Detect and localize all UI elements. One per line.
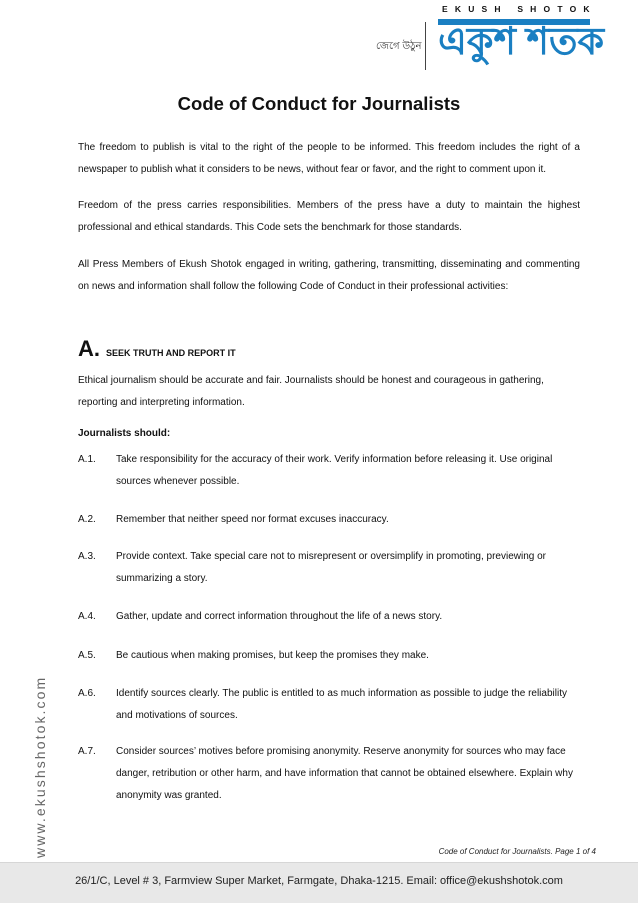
header — [0, 0, 638, 80]
item-number: A.1. — [78, 454, 96, 465]
list-item — [78, 645, 580, 667]
list-item — [78, 606, 580, 628]
list-item — [78, 741, 580, 807]
list-item — [78, 449, 580, 493]
section-intro: Ethical journalism should be accurate and fair. Journalists should be honest and courageous in gathering, reporting and interpreting information. — [78, 375, 544, 408]
item-text: Provide context. Take special care not to misrepresent or oversimplify in promoting, previewing or summarizing a story. — [116, 551, 547, 584]
list-item — [78, 683, 580, 727]
item-number: A.3. — [78, 551, 96, 562]
intro-paragraph-1: The freedom to publish is vital to the right of the people to be informed. This freedom includes the right of a newspaper to publish what it considers to be news, without fear or favor, and the right to comment upon it. — [78, 142, 580, 175]
section-letter: A. — [78, 336, 100, 361]
item-text: Identify sources clearly. The public is entitled to as much information as possible to judge the reliability and motivations of sources. — [116, 688, 567, 721]
header-divider — [425, 22, 426, 70]
journalists-should-heading: Journalists should: — [78, 428, 171, 439]
footer-address: 26/1/C, Level # 3, Farmview Super Market, Farmgate, Dhaka-1215. Email: office@ekushshotok.com — [75, 875, 563, 887]
tagline: জেগে উঠুন — [376, 41, 422, 52]
item-text: Gather, update and correct information throughout the life of a news story. — [116, 611, 443, 622]
footer-bar — [0, 862, 638, 903]
item-number: A.5. — [78, 650, 96, 661]
website-side-text: www.ekushshotok.com — [32, 675, 48, 858]
item-number: A.4. — [78, 611, 96, 622]
intro-paragraph-3: All Press Members of Ekush Shotok engaged in writing, gathering, transmitting, disseminating and commenting on news and information shall follow the following Code of Conduct in their professional activities: — [78, 259, 580, 292]
item-text: Consider sources’ motives before promising anonymity. Reserve anonymity for sources who may face danger, retribution or other harm, and have information that cannot be obtained elsewhere. Explain why anonymity was granted. — [116, 746, 573, 801]
page-title: Code of Conduct for Journalists — [177, 93, 461, 114]
intro-paragraph-2: Freedom of the press carries responsibilities. Members of the press have a duty to maintain the highest professional and ethical standards. This Code sets the benchmark for those standards. — [78, 200, 580, 233]
logo-latin-text: EKUSH SHOTOK — [442, 4, 597, 14]
item-text: Be cautious when making promises, but keep the promises they make. — [116, 650, 429, 661]
section-heading — [78, 336, 236, 362]
item-number: A.2. — [78, 514, 96, 525]
list-item — [78, 509, 580, 531]
page-footer-note: Code of Conduct for Journalists. Page 1 of 4 — [438, 847, 596, 856]
item-number: A.7. — [78, 746, 96, 757]
item-number: A.6. — [78, 688, 96, 699]
item-text: Remember that neither speed nor format excuses inaccuracy. — [116, 514, 389, 525]
list-item — [78, 546, 580, 590]
section-title: SEEK TRUTH AND REPORT IT — [106, 348, 236, 358]
item-text: Take responsibility for the accuracy of their work. Verify information before releasing it. Use original sources whenever possible. — [116, 454, 553, 487]
logo-bangla-text: একুশ শতক — [438, 21, 605, 63]
